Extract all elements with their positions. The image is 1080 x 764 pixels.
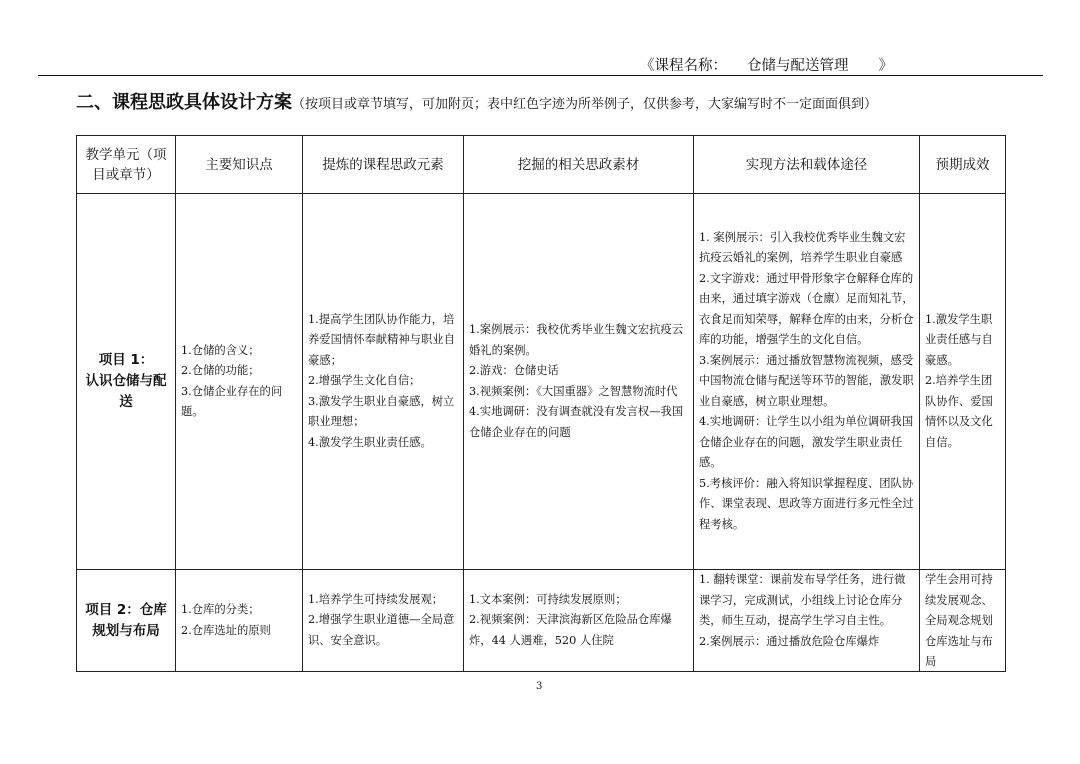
course-name-header	[640, 54, 893, 76]
unit-line: 项目 2：仓库	[85, 601, 167, 618]
list-item: 1.文本案例：可持续发展原则；	[469, 592, 627, 606]
list-item: 1.仓库的分类；	[181, 603, 260, 616]
header-materials: 挖掘的相关思政素材	[464, 136, 694, 194]
list-item: 5.考核评价：融入将知识掌握程度、团队协作、课堂表现、思政等方面进行多元性全过程考核。	[699, 476, 914, 531]
knowledge-cell	[176, 194, 303, 570]
methods-clip	[699, 570, 914, 671]
header-outcomes: 预期成效	[920, 136, 1006, 194]
course-name: 仓储与配送管理	[727, 54, 873, 76]
header-elements: 提炼的课程思政元素	[303, 136, 464, 194]
outcomes-cell	[920, 194, 1006, 570]
list-item: 2.仓库选址的原则	[181, 623, 271, 637]
course-suffix: 》	[878, 58, 893, 74]
methods-cell	[694, 194, 920, 570]
list-item: 1.培养学生可持续发展观；	[308, 592, 444, 606]
header-rule	[38, 75, 1043, 76]
section-note: （按项目或章节填写，可加附页；表中红色字迹为所举例子，仅供参考，大家编写时不一定面面俱到）	[292, 97, 878, 112]
list-item: 2.视频案例：天津滨海新区危险品仓库爆炸，44 人遇难，520 人住院	[469, 613, 672, 647]
list-item: 2.培养学生团队协作、爱国情怀以及文化自信。	[925, 374, 993, 449]
list-item: 3.视频案例：《大国重器》之智慧物流时代	[469, 384, 678, 398]
list-item: 2.仓储的功能；	[181, 364, 260, 377]
header-knowledge: 主要知识点	[176, 136, 303, 194]
outcomes-clip	[925, 570, 1000, 671]
elements-cell	[303, 570, 464, 672]
list-item: 2.文字游戏：通过甲骨形象字仓解释仓库的由来，通过填字游戏（仓廪）足而知礼节，衣食足而知荣辱，解释仓库的由来，分析仓库的功能，增强学生的文化自信。	[699, 271, 914, 347]
list-item: 1.案例展示：我校优秀毕业生魏文宏抗疫云婚礼的案例。	[469, 323, 684, 357]
unit-line: 认识仓储与配送	[85, 373, 167, 410]
section-heading	[76, 88, 877, 114]
list-item: 4.实地调研：没有调查就没有发言权—我国仓储企业存在的问题	[469, 405, 684, 439]
list-item: 3.激发学生职业自豪感，树立职业理想；	[308, 394, 455, 429]
unit-cell	[77, 194, 176, 570]
page-number: 3	[536, 681, 543, 692]
list-item: 2.增强学生文化自信；	[308, 374, 421, 388]
list-item: 4.激发学生职业责任感。	[308, 435, 432, 449]
header-unit: 教学单元（项目或章节）	[77, 136, 176, 194]
table-header-row	[77, 136, 1006, 194]
materials-cell	[464, 570, 694, 672]
unit-cell	[77, 570, 176, 672]
knowledge-cell	[176, 570, 303, 672]
list-item: 2.增强学生职业道德—全局意识、安全意识。	[308, 613, 455, 647]
list-item: 1.提高学生团队协作能力，培养爱国情怀奉献精神与职业自豪感；	[308, 312, 455, 367]
list-item: 2.游戏：仓储史话	[469, 364, 559, 377]
elements-cell	[303, 194, 464, 570]
header-methods: 实现方法和载体途径	[694, 136, 920, 194]
list-item: 3.案例展示：通过播放智慧物流视频，感受中国物流仓储与配送等环节的智能，激发职业自豪感，树立职业理想。	[699, 353, 914, 408]
list-item: 1.激发学生职业责任感与自豪感。	[925, 312, 993, 367]
materials-cell	[464, 194, 694, 570]
list-item: 学生会用可持续发展观念、全局观念规划仓库选址与布局	[925, 573, 993, 668]
unit-line: 项目 1：	[98, 352, 154, 368]
list-item: 2.案例展示：通过播放危险仓库爆炸	[699, 634, 880, 648]
list-item: 1. 翻转课堂：课前发布导学任务，进行微课学习，完成测试，小组线上讨论仓库分类，师生互动，提高学生学习自主性。	[699, 573, 906, 627]
section-title: 二、课程思政具体设计方案	[76, 92, 292, 113]
table-row	[77, 194, 1006, 570]
list-item: 1. 案例展示：引入我校优秀毕业生魏文宏抗疫云婚礼的案例，培养学生职业自豪感	[699, 230, 906, 265]
unit-line: 规划与布局	[92, 622, 160, 639]
list-item: 1.仓储的含义；	[181, 343, 260, 357]
course-prefix: 《课程名称：	[640, 58, 727, 74]
methods-cell	[694, 570, 920, 672]
table-row	[77, 570, 1006, 672]
list-item: 4.实地调研：让学生以小组为单位调研我国仓储企业存在的问题，激发学生职业责任感。	[699, 415, 914, 470]
outcomes-cell	[920, 570, 1006, 672]
list-item: 3.仓储企业存在的问题。	[181, 384, 283, 418]
design-table	[76, 135, 1006, 672]
